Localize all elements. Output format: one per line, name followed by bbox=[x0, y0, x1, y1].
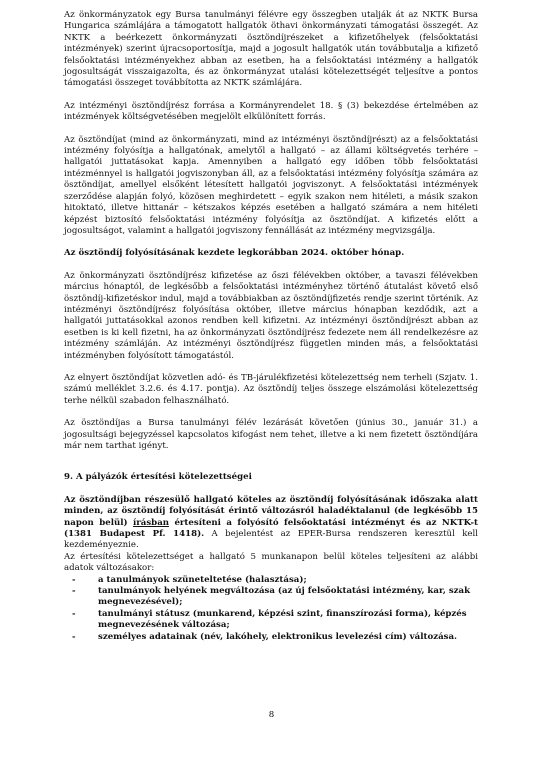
page-number: 8 bbox=[268, 710, 275, 720]
paragraph-notification-duty bbox=[64, 495, 478, 552]
notification-normal-text: A bejelentést az EPER-Bursa rendszeren keresztül kell kezdeményeznie. bbox=[64, 529, 479, 551]
page-content bbox=[64, 10, 478, 643]
list-item bbox=[64, 586, 478, 609]
list-item-text: tanulmányi státusz (munkarend, képzési szint, finanszírozási forma), képzés megnevezésének változása; bbox=[98, 608, 467, 631]
list-dash: - bbox=[72, 608, 76, 619]
paragraph-transfer: Az önkormányzatok egy Bursa tanulmányi félévre egy összegben utalják át az NKTK Bursa Hungarica számlájára a támogatott hallgatók öthavi önkormányzati támogatási összegét. Az NKTK a beérkezett önkormányzati ösztöndíjrészeket a kifizetőhelyek (felsőoktatási intézmények) szerint újracsoportosítja, majd a jogosult hallgatók után továbbutalja a kifizető felsőoktatási intézményekhez abban az esetben, ha a felsőoktatási intézmény a hallgatók jogosultságát visszaigazolta, és az önkormányzat utalási kötelezettségét teljesítve a pontos támogatási összeget továbbította az NKTK számlájára. bbox=[64, 10, 478, 89]
paragraph-tax: Az elnyert ösztöndíjat közvetlen adó- és TB-járulékfizetési kötelezettség nem terheli (Szjatv. 1. számú melléklet 3.2.6. és 4.17. pontja). Az ösztöndíj teljes összege elszámolási kötelezettség terhe nélkül szabadon felhasználható. bbox=[64, 372, 478, 406]
paragraph-list-intro: Az értesítési kötelezettséget a hallgató 5 munkanapon belül köteles teljesíteni az alábbi adatok változásakor: bbox=[64, 551, 478, 574]
notification-underlined-text: írásban bbox=[132, 517, 170, 528]
list-item-text: személyes adatainak (név, lakóhely, elektronikus levelezési cím) változása. bbox=[98, 631, 458, 642]
list-item bbox=[64, 609, 478, 632]
paragraph-start-date: Az ösztöndíj folyósításának kezdete legkorábban 2024. október hónap. bbox=[64, 248, 405, 259]
list-item-text: tanulmányok helyének megváltozása (az új felsőoktatási intézmény, kar, szak megnevezésével); bbox=[98, 586, 471, 608]
list-dash: - bbox=[72, 574, 76, 585]
paragraph-institutional-source: Az intézményi ösztöndíjrész forrása a Kormányrendelet 18. § (3) bekezdése értelmében az intézmények költségvetésében megjelölt elkülönített forrás. bbox=[64, 100, 478, 123]
section-heading: 9. A pályázók értesítési kötelezettségei bbox=[64, 472, 252, 483]
list-dash: - bbox=[72, 586, 76, 597]
list-item-text: a tanulmányok szüneteltetése (halasztása); bbox=[98, 574, 307, 585]
list-dash: - bbox=[72, 631, 76, 642]
notification-bold-text: Az ösztöndíjban részesülő hallgató köteles az ösztöndíj folyósításának időszaka alatt minden, az ösztöndíj folyósítását érintő változásról haladéktalanul (de legkésőbb 15 napon belül) bbox=[64, 494, 478, 528]
list-item bbox=[64, 575, 478, 586]
notification-bold-text-2: értesíteni a folyósító felsőoktatási intézményt és az NKTK-t (1381 Budapest Pf. 1418). bbox=[64, 517, 479, 540]
paragraph-disbursing-institution: Az ösztöndíjat (mind az önkormányzati, mind az intézményi ösztöndíjrészt) az a felsőoktatási intézmény folyósítja a hallgatónak, amelytől a hallgató – az állami költségvetés terhére – hallgatói juttatásokat kapja. Amennyiben a hallgató egy időben több felsőoktatási intézménnyel is hallgatói jogviszonyban áll, az a felsőoktatási intézmény folyósítja számára az ösztöndíjat, amellyel elsőként létesített hallgatói jogviszonyt. A felsőoktatási intézmények szerződése alapján folyó, közösen meghirdetett – egyik szakon nem hitéleti, a másik szakon hitoktató, illetve hittanár – kétszakos képzés esetében a hallgató számára a nem hitéleti képzést biztosító felsőoktatási intézmény folyósítja az ösztöndíjat. A kifizetés előtt a jogosultságot, valamint a hallgatói jogviszony fennállását az intézmény megvizsgálja. bbox=[64, 134, 478, 236]
paragraph-objection-deadline: Az ösztöndíjas a Bursa tanulmányi félév lezárását követően (június 30., január 31.) a jogosultsági bejegyzéssel kapcsolatos kifogást nem tehet, illetve a ki nem fizetett ösztöndíjára már nem tarthat igényt. bbox=[64, 418, 478, 451]
list-item bbox=[64, 632, 478, 643]
change-list bbox=[64, 575, 478, 643]
paragraph-payment-schedule: Az önkormányzati ösztöndíjrész kifizetése az őszi félévekben október, a tavaszi félévekben március hónaptól, de legkésőbb a felsőoktatási intézményhez történő átutalást követő első ösztöndíj-kifizetéskor indul, majd a továbbiakban az ösztöndíjfizetés rendje szerint történik. Az intézményi ösztöndíjrész folyósítása október, illetve március hónapban kezdődik, azt a hallgatói juttatásokkal azonos rendben kell kifizetni. Az intézményi ösztöndíjrészt abban az esetben is ki kell fizetni, ha az önkormányzati ösztöndíjrész fedezete nem áll rendelkezésre az intézmény számláján. Az intézményi ösztöndíjrész független minden más, a felsőoktatási intézményben folyósított támogatástól. bbox=[64, 270, 478, 361]
